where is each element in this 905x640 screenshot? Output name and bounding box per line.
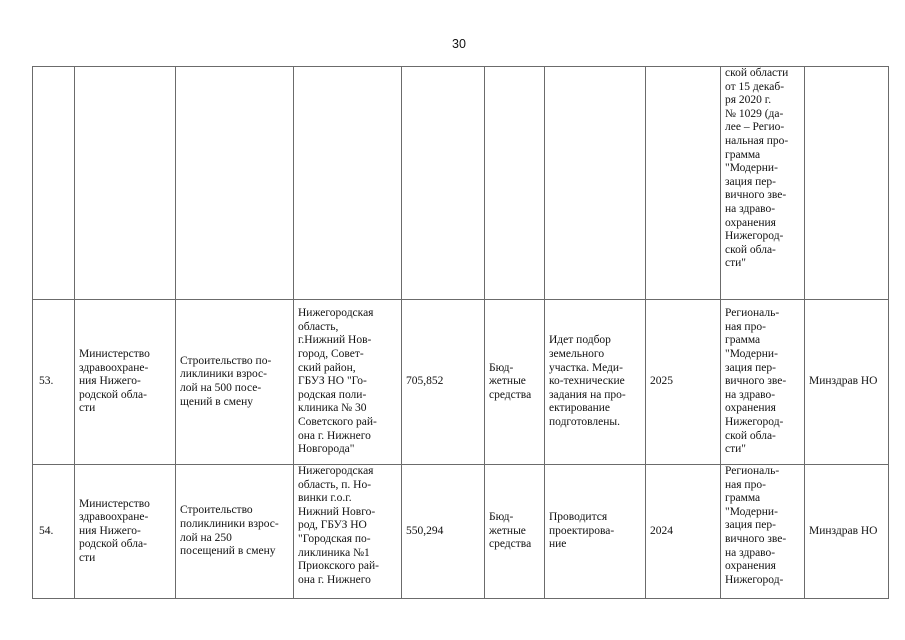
table-row (33, 300, 889, 465)
projects-table (32, 66, 889, 599)
page-number: 30 (452, 37, 466, 51)
cell-customer: Министерство здравоохране- ния Нижего- родской обла- сти (75, 465, 176, 599)
cell-year: 2025 (646, 300, 721, 465)
cell-funding-source: Бюд- жетные средства (485, 300, 545, 465)
cell-year (646, 67, 721, 300)
cell-status (545, 67, 646, 300)
cell-funding-source (485, 67, 545, 300)
cell-object: Строительство по- ликлиники взрос- лой на 500 посе- щений в смену (176, 300, 294, 465)
cell-address: Нижегородская область, п. Но- винки г.о.г. Нижний Новго- род, ГБУЗ НО "Городская по- ликлиника №1 Приокского рай- она г. Нижнего (294, 465, 402, 599)
table-row (33, 465, 889, 599)
table-row (33, 67, 889, 300)
cell-status: Идет подбор земельного участка. Меди- ко-технические задания на про- ектирование подготовлены. (545, 300, 646, 465)
cell-basis: Региональ- ная про- грамма "Модерни- зация пер- вичного зве- на здраво- охранения Нижегород- ской обла- сти" (721, 300, 805, 465)
cell-customer (75, 67, 176, 300)
cell-basis: Региональ- ная про- грамма "Модерни- зация пер- вичного зве- на здраво- охранения Нижегород- (721, 465, 805, 599)
cell-address (294, 67, 402, 300)
cell-cost: 550,294 (402, 465, 485, 599)
cell-responsible (805, 67, 889, 300)
cell-address: Нижегородская область, г.Нижний Нов- город, Совет- ский район, ГБУЗ НО "Го- родская поли- клиника № 30 Советского рай- она г. Нижнего Новгорода" (294, 300, 402, 465)
cell-funding-source: Бюд- жетные средства (485, 465, 545, 599)
cell-year: 2024 (646, 465, 721, 599)
cell-cost (402, 67, 485, 300)
cell-responsible: Минздрав НО (805, 465, 889, 599)
cell-object: Строительство поликлиники взрос- лой на 250 посещений в смену (176, 465, 294, 599)
cell-number: 53. (33, 300, 75, 465)
cell-basis: ской области от 15 декаб- ря 2020 г. № 1029 (да- лее – Регио- нальная про- грамма "Модерни- зация пер- вичного зве- на здраво- охранения Нижегород- ской обла- сти" (721, 67, 805, 300)
cell-cost: 705,852 (402, 300, 485, 465)
cell-number: 54. (33, 465, 75, 599)
cell-status: Проводится проектирова- ние (545, 465, 646, 599)
cell-object (176, 67, 294, 300)
cell-customer: Министерство здравоохране- ния Нижего- родской обла- сти (75, 300, 176, 465)
cell-responsible: Минздрав НО (805, 300, 889, 465)
cell-number (33, 67, 75, 300)
